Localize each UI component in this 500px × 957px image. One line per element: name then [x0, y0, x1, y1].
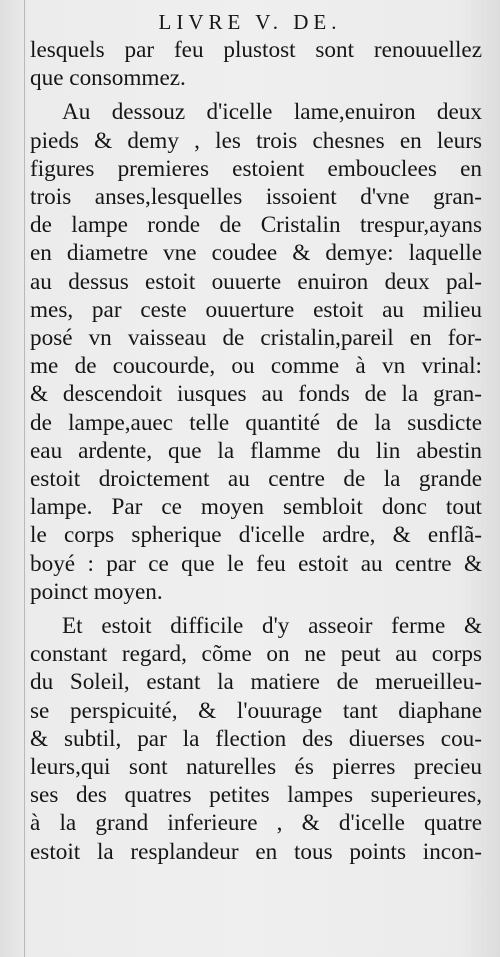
text-line: pieds & demy , les trois chesnes en leurs	[30, 127, 482, 154]
text-line: Au dessouz d'icelle lame,enuiron deux	[62, 99, 482, 126]
text-line: ses des quatres petites lampes superieures,	[30, 782, 482, 809]
text-line: le corps spherique d'icelle ardre, & enflã-	[30, 522, 482, 549]
text-line: figures premieres estoient embouclees en	[30, 155, 482, 182]
page-gutter-line	[24, 0, 25, 957]
text-line: à la grand inferieure , & d'icelle quatre	[30, 810, 482, 837]
paragraph	[30, 612, 482, 866]
text-line: trois anses,lesquelles issoient d'vne gran-	[30, 184, 482, 211]
text-line: eau ardente, que la flamme du lin abestin	[30, 437, 482, 464]
text-line: Et estoit difficile d'y asseoir ferme &	[62, 613, 482, 640]
text-line: se perspicuité, & l'ouurage tant diaphane	[30, 697, 482, 724]
paragraph	[30, 36, 482, 92]
text-line: & descendoit iusques au fonds de la gran-	[30, 381, 482, 408]
text-line: estoit droictement au centre de la grande	[30, 466, 482, 493]
text-line: du Soleil, estant la matiere de merueilleu-	[30, 669, 482, 696]
text-line: me de coucourde, ou comme à vn vrinal:	[30, 353, 482, 380]
text-line: au dessus estoit ouuerte enuiron deux pal-	[30, 268, 482, 295]
text-line: posé vn vaisseau de cristalin,pareil en for-	[30, 325, 482, 352]
text-line: estoit la resplandeur en tous points incon-	[30, 838, 482, 865]
text-line: & subtil, par la flection des diuerses cou-	[30, 725, 482, 752]
text-line: de lampe,auec telle quantité de la susdicte	[30, 409, 482, 436]
text-line: lesquels par feu plustost sont renouuellez	[30, 37, 482, 63]
text-line: en diametre vne coudee & demye: laquelle	[30, 240, 482, 267]
body-text	[30, 36, 482, 866]
text-line: boyé : par ce que le feu estoit au centre &	[30, 550, 482, 577]
text-line: mes, par ceste ouuerture estoit au milieu	[30, 296, 482, 323]
text-line: poinct moyen.	[30, 578, 163, 605]
text-line: que consommez.	[30, 65, 186, 92]
text-line: de lampe ronde de Cristalin trespur,ayans	[30, 212, 482, 239]
text-line: constant regard, cõme on ne peut au corps	[30, 641, 482, 668]
text-line: lampe. Par ce moyen sembloit donc tout	[30, 494, 482, 521]
text-line: leurs,qui sont naturelles és pierres precieu	[30, 754, 482, 781]
running-header: LIVRE V. DE.	[158, 10, 342, 34]
paragraph	[30, 98, 482, 606]
